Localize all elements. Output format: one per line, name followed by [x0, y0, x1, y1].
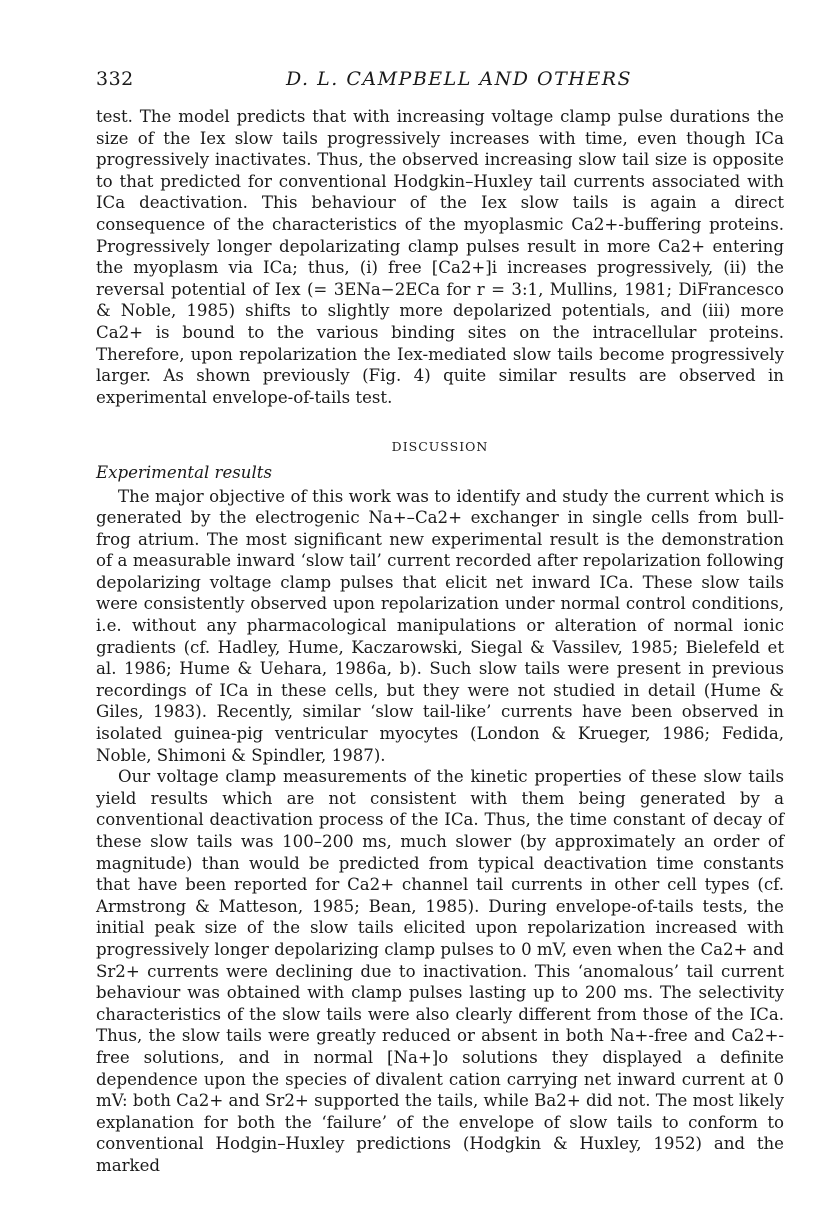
article-body [96, 106, 784, 1177]
section-title: DISCUSSION [391, 439, 489, 455]
page-number: 332 [96, 68, 134, 90]
discussion-paragraph-1: The major objective of this work was to identify and study the current which is generated by the electrogenic Na+–Ca2+ exchanger in single cells from bull-frog atrium. The most significant new experimental result is the demonstration of a measurable inward ‘slow tail’ current recorded after repolarization following depolarizing voltage clamp pulses that elicit net inward ICa. These slow tails were consistently observed upon repolarization under normal control conditions, i.e. without any pharmacological manipulations or alteration of normal ionic gradients (cf. Hadley, Hume, Kaczarowski, Siegal & Vassilev, 1985; Bielefeld et al. 1986; Hume & Uehara, 1986a, b). Such slow tails were present in previous recordings of ICa in these cells, but they were not studied in detail (Hume & Giles, 1983). Recently, similar ‘slow tail-like’ currents have been observed in isolated guinea-pig ventricular myocytes (London & Krueger, 1986; Fedida, Noble, Shimoni & Spindler, 1987). [96, 486, 784, 765]
running-head: D. L. CAMPBELL AND OTHERS [286, 68, 633, 90]
discussion-paragraph-2: Our voltage clamp measurements of the kinetic properties of these slow tails yield results which are not consistent with them being generated by a conventional deactivation process of the ICa. Thus, the time constant of decay of these slow tails was 100–200 ms, much slower (by approximately an order of magnitude) than would be predicted from typical deactivation time constants that have been reported for Ca2+ channel tail currents in other cell types (cf. Armstrong & Matteson, 1985; Bean, 1985). During envelope-of-tails tests, the initial peak size of the slow tails elicited upon repolarization increased with progressively longer depolarizing clamp pulses to 0 mV, even when the Ca2+ and Sr2+ currents were declining due to inactivation. This ‘anomalous’ tail current behaviour was obtained with clamp pulses lasting up to 200 ms. The selectivity characteristics of the slow tails were also clearly different from those of the ICa. Thus, the slow tails were greatly reduced or absent in both Na+-free and Ca2+-free solutions, and in normal [Na+]o solutions they displayed a definite dependence upon the species of divalent cation carrying net inward current at 0 mV: both Ca2+ and Sr2+ supported the tails, while Ba2+ did not. The most likely explanation for both the ‘failure’ of the envelope of slow tails to conform to conventional Hodgin–Huxley predictions (Hodgkin & Huxley, 1952) and the marked [96, 767, 784, 1175]
results-paragraph: test. The model predicts that with increasing voltage clamp pulse durations the size of the Iex slow tails progressively increases with time, even though ICa progressively inactivates. Thus, the observed increasing slow tail size is opposite to that predicted for conventional Hodgkin–Huxley tail currents associated with ICa deactivation. This behaviour of the Iex slow tails is again a direct consequence of the characteristics of the myoplasmic Ca2+-buffering proteins. Progressively longer depolarizating clamp pulses result in more Ca2+ entering the myoplasm via ICa; thus, (i) free [Ca2+]i increases progressively, (ii) the reversal potential of Iex (= 3ENa−2ECa for r = 3:1, Mullins, 1981; DiFrancesco & Noble, 1985) shifts to slightly more depolarized potentials, and (iii) more Ca2+ is bound to the various binding sites on the intracellular proteins. Therefore, upon repolarization the Iex-mediated slow tails become progressively larger. As shown previously (Fig. 4) quite similar results are observed in experimental envelope-of-tails test. [96, 107, 784, 407]
page-header [96, 68, 784, 98]
subsection-title: Experimental results [96, 462, 272, 482]
